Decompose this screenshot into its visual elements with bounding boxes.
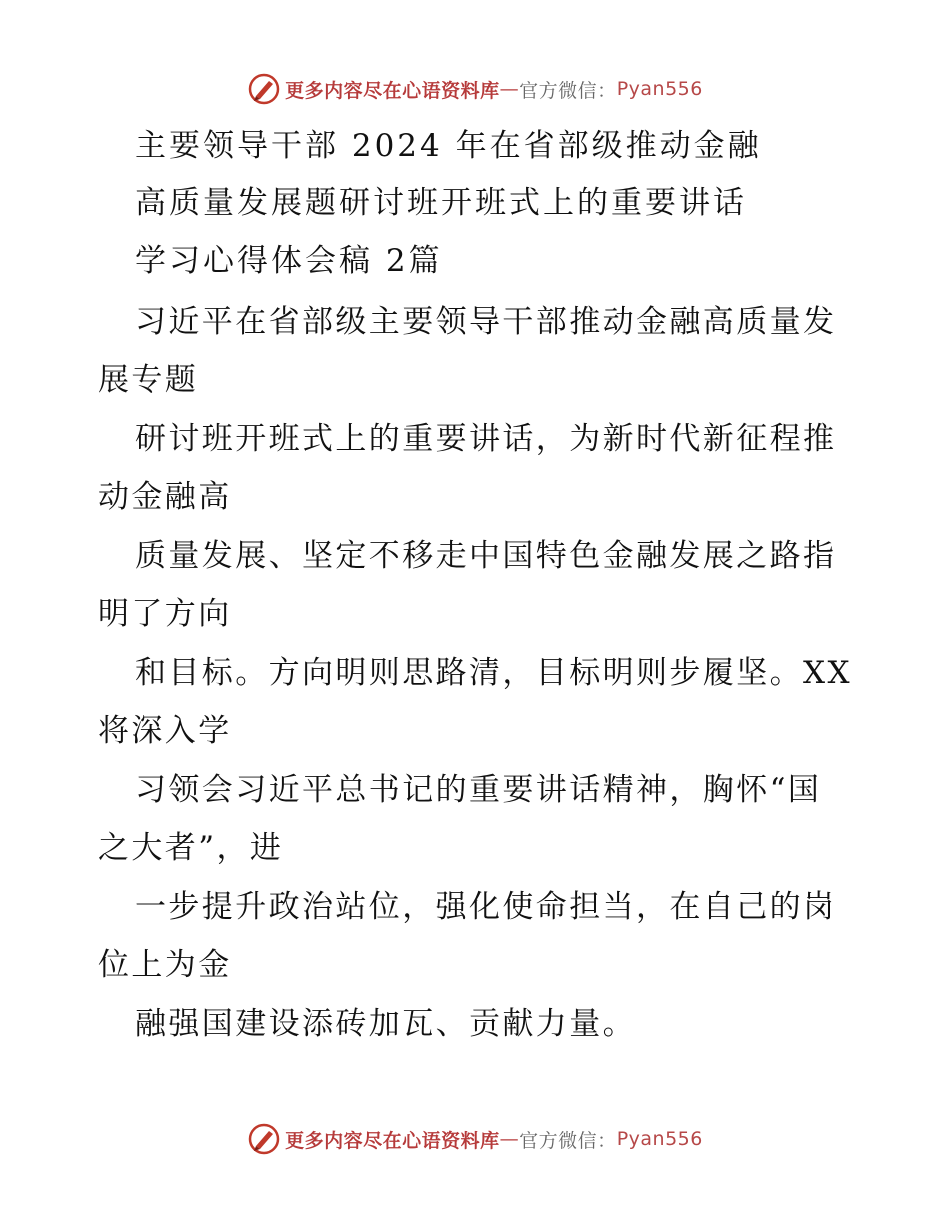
watermark-dash: —	[499, 1128, 520, 1150]
watermark-id: Pyan556	[616, 78, 703, 100]
body-line: 研讨班开班式上的重要讲话，为新时代新征程推	[135, 421, 837, 457]
body-line: 和目标。方向明则思路清，目标明则步履坚。XX	[135, 655, 852, 691]
body-line: 融强国建设添砖加瓦、贡献力量。	[135, 1006, 636, 1042]
watermark-official-label: 官方微信：	[519, 79, 617, 102]
body-line: 习近平在省部级主要领导干部推动金融高质量发	[135, 304, 837, 340]
body-line: 之大者”，进	[98, 830, 284, 866]
body-line: 质量发展、坚定不移走中国特色金融发展之路指	[135, 538, 837, 574]
watermark-main-text: 更多内容尽在心语资料库	[285, 1129, 500, 1152]
footer-watermark	[0, 1122, 950, 1156]
title-line: 主要领导干部 2024 年在省部级推动金融	[135, 128, 762, 164]
title-line: 高质量发展题研讨班开班式上的重要讲话	[135, 185, 747, 221]
body-line: 一步提升政治站位，强化使命担当，在自己的岗	[135, 889, 837, 925]
watermark-dash: —	[499, 78, 520, 100]
pen-logo-icon	[247, 1122, 281, 1156]
body-line: 明了方向	[98, 596, 232, 632]
watermark-official-label: 官方微信：	[519, 1129, 617, 1152]
body-line: 展专题	[98, 362, 199, 398]
body-line: 将深入学	[98, 713, 232, 749]
body-line: 位上为金	[98, 947, 232, 983]
body-line: 习领会习近平总书记的重要讲话精神，胸怀“国	[135, 772, 822, 808]
watermark-main-text: 更多内容尽在心语资料库	[285, 79, 500, 102]
title-line: 学习心得体会稿 2篇	[135, 243, 443, 279]
watermark-id: Pyan556	[616, 1128, 703, 1150]
body-line: 动金融高	[98, 479, 232, 515]
